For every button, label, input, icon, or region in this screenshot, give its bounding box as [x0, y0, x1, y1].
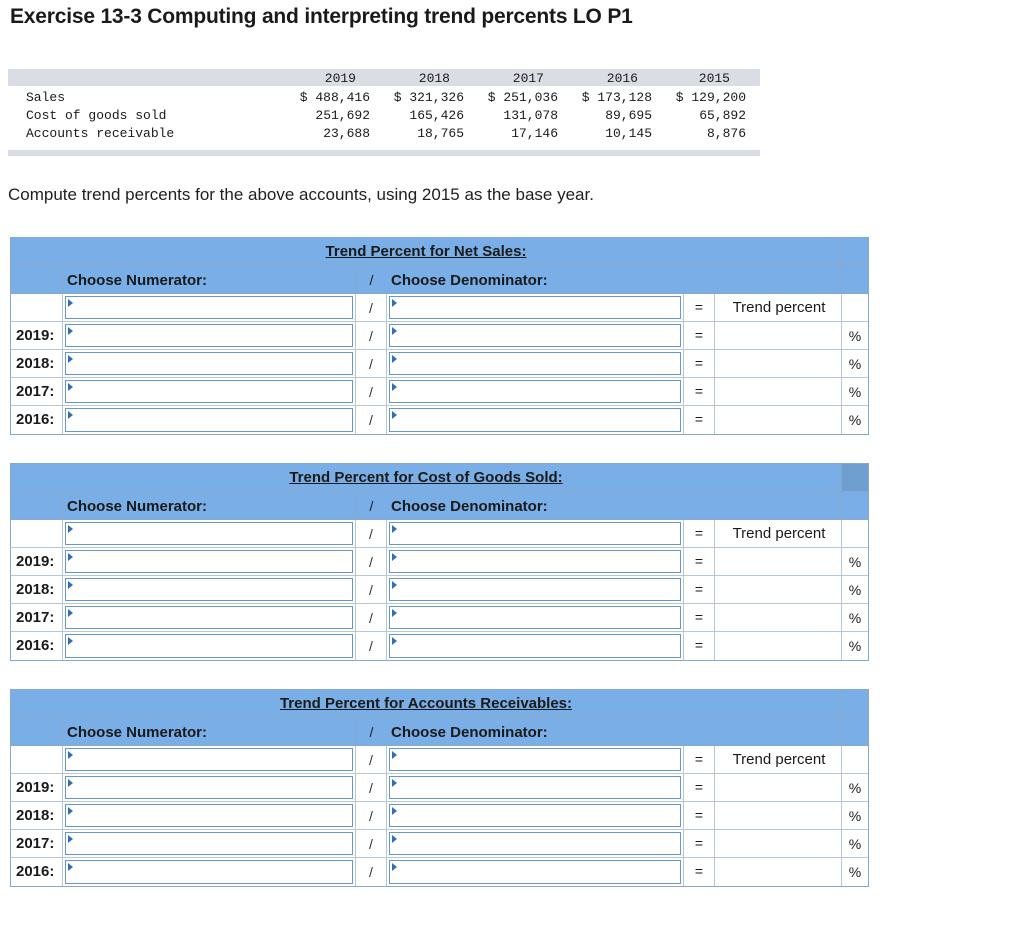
- numerator-input[interactable]: [65, 634, 353, 658]
- year-row: [11, 576, 868, 604]
- title-end-cell: [841, 464, 868, 491]
- numerator-input[interactable]: [65, 522, 353, 545]
- label-row: [11, 520, 868, 548]
- divide-sign: /: [355, 548, 387, 575]
- cell-marker-icon: [392, 609, 397, 617]
- divide-sign: /: [355, 746, 387, 773]
- divide-sign: /: [355, 576, 387, 603]
- equals-sign: =: [683, 520, 715, 547]
- worksheet-section-2: [10, 463, 869, 661]
- year-row: [11, 802, 868, 830]
- equals-sign: =: [683, 830, 715, 857]
- equals-sign: =: [683, 746, 715, 773]
- equals-sign: =: [683, 350, 715, 377]
- section-title: Trend Percent for Accounts Receivables:: [279, 695, 573, 712]
- year-header-2018: 2018: [418, 71, 450, 86]
- divide-sign: /: [355, 830, 387, 857]
- divide-sign: /: [355, 802, 387, 829]
- sales-2019: $ 488,416: [299, 90, 370, 105]
- data-table: [8, 69, 760, 157]
- year-row: [11, 604, 868, 632]
- year-header-2015: 2015: [698, 71, 730, 86]
- section-title-row: [11, 690, 868, 718]
- row-label-sales: Sales: [26, 90, 66, 105]
- numerator-input[interactable]: [65, 776, 353, 799]
- numerator-input[interactable]: [65, 804, 353, 827]
- cell-marker-icon: [68, 835, 73, 843]
- denominator-input[interactable]: [389, 296, 681, 319]
- cogs-2017: 131,078: [503, 108, 558, 123]
- trend-percent-result[interactable]: [715, 774, 843, 801]
- cell-marker-icon: [68, 609, 73, 617]
- worksheet-section-3: [10, 689, 869, 887]
- percent-cell-empty: [841, 746, 868, 773]
- denominator-header: Choose Denominator:: [391, 724, 548, 741]
- ar-2015: 8,876: [706, 126, 746, 141]
- denominator-header: Choose Denominator:: [391, 272, 548, 289]
- numerator-header: Choose Numerator:: [67, 498, 208, 515]
- equals-sign: =: [683, 604, 715, 631]
- year-label: 2019:: [11, 548, 63, 575]
- denominator-input[interactable]: [389, 832, 681, 855]
- divide-sign: /: [355, 406, 387, 434]
- trend-percent-result[interactable]: [715, 322, 843, 349]
- equals-sign: =: [683, 378, 715, 405]
- year-row: [11, 322, 868, 350]
- slash-header: /: [355, 718, 387, 745]
- section-title-row: [11, 238, 868, 266]
- year-header-cell: [11, 492, 63, 519]
- section-title: Trend Percent for Net Sales:: [325, 243, 527, 260]
- trend-percent-result[interactable]: [715, 378, 843, 405]
- divide-sign: /: [355, 378, 387, 405]
- cell-marker-icon: [68, 553, 73, 561]
- year-header-cell: [11, 266, 63, 293]
- denominator-input[interactable]: [389, 634, 681, 658]
- cell-marker-icon: [68, 525, 73, 533]
- divide-sign: /: [355, 858, 387, 886]
- slash-header: /: [355, 266, 387, 293]
- section-title: Trend Percent for Cost of Goods Sold:: [289, 469, 563, 486]
- year-header-cell: [11, 718, 63, 745]
- ar-2018: 18,765: [417, 126, 464, 141]
- denominator-input[interactable]: [389, 408, 681, 432]
- data-table-footer-bar: [8, 150, 760, 156]
- header-end-cell: [841, 718, 868, 745]
- cell-marker-icon: [68, 327, 73, 335]
- equals-sign: =: [683, 294, 715, 321]
- cell-marker-icon: [68, 411, 73, 419]
- numerator-input[interactable]: [65, 296, 353, 319]
- numerator-header: Choose Numerator:: [67, 724, 208, 741]
- divide-sign: /: [355, 520, 387, 547]
- denominator-input[interactable]: [389, 606, 681, 629]
- denominator-input[interactable]: [389, 550, 681, 573]
- year-label: [11, 294, 63, 321]
- numerator-input[interactable]: [65, 606, 353, 629]
- cogs-2018: 165,426: [409, 108, 464, 123]
- cell-marker-icon: [392, 863, 397, 871]
- sales-2015: $ 129,200: [675, 90, 746, 105]
- cell-marker-icon: [68, 779, 73, 787]
- denominator-input[interactable]: [389, 522, 681, 545]
- trend-percent-result[interactable]: [715, 406, 843, 434]
- cell-marker-icon: [68, 355, 73, 363]
- equals-sign: =: [683, 802, 715, 829]
- year-label: [11, 520, 63, 547]
- numerator-input[interactable]: [65, 550, 353, 573]
- section-title-row: [11, 464, 868, 492]
- sales-2017: $ 251,036: [487, 90, 558, 105]
- cell-marker-icon: [392, 807, 397, 815]
- percent-sign: %: [841, 632, 868, 660]
- divide-sign: /: [355, 604, 387, 631]
- ar-2017: 17,146: [511, 126, 558, 141]
- column-header-row: [11, 718, 868, 746]
- year-row: [11, 548, 868, 576]
- denominator-input[interactable]: [389, 352, 681, 375]
- percent-sign: %: [841, 406, 868, 434]
- cell-marker-icon: [392, 779, 397, 787]
- divide-sign: /: [355, 322, 387, 349]
- cell-marker-icon: [68, 807, 73, 815]
- trend-percent-label: Trend percent: [732, 525, 826, 542]
- numerator-input[interactable]: [65, 832, 353, 855]
- trend-percent-result[interactable]: [715, 350, 843, 377]
- ar-2019: 23,688: [323, 126, 370, 141]
- year-label: 2019:: [11, 322, 63, 349]
- title-end-cell: [841, 690, 868, 717]
- divide-sign: /: [355, 632, 387, 660]
- year-header-2017: 2017: [512, 71, 544, 86]
- cell-marker-icon: [392, 553, 397, 561]
- numerator-input[interactable]: [65, 380, 353, 403]
- denominator-input[interactable]: [389, 748, 681, 771]
- sales-2016: $ 173,128: [581, 90, 652, 105]
- divide-sign: /: [355, 774, 387, 801]
- denominator-input[interactable]: [389, 860, 681, 884]
- trend-percent-label: Trend percent: [732, 751, 826, 768]
- denominator-input[interactable]: [389, 578, 681, 601]
- denominator-input[interactable]: [389, 776, 681, 799]
- year-label: 2017:: [11, 604, 63, 631]
- percent-sign: %: [841, 802, 868, 829]
- year-label: 2016:: [11, 632, 63, 660]
- equals-sign: =: [683, 632, 715, 660]
- trend-percent-label: Trend percent: [732, 299, 826, 316]
- percent-sign: %: [841, 576, 868, 603]
- percent-sign: %: [841, 322, 868, 349]
- label-row: [11, 746, 868, 774]
- cell-marker-icon: [68, 863, 73, 871]
- cell-marker-icon: [392, 383, 397, 391]
- cogs-2015: 65,892: [699, 108, 746, 123]
- column-header-row: [11, 266, 868, 294]
- cell-marker-icon: [392, 751, 397, 759]
- equals-sign: =: [683, 774, 715, 801]
- year-label: 2018:: [11, 802, 63, 829]
- percent-sign: %: [841, 378, 868, 405]
- percent-sign: %: [841, 830, 868, 857]
- numerator-input[interactable]: [65, 408, 353, 432]
- denominator-input[interactable]: [389, 804, 681, 827]
- cell-marker-icon: [392, 411, 397, 419]
- trend-percent-result[interactable]: [715, 576, 843, 603]
- year-label: 2017:: [11, 830, 63, 857]
- instruction-text: Compute trend percents for the above accounts, using 2015 as the base year.: [8, 185, 594, 204]
- numerator-input[interactable]: [65, 860, 353, 884]
- page-title: Exercise 13-3 Computing and interpreting trend percents LO P1: [10, 5, 633, 28]
- numerator-input[interactable]: [65, 352, 353, 375]
- denominator-header: Choose Denominator:: [391, 498, 548, 515]
- cell-marker-icon: [68, 637, 73, 645]
- cell-marker-icon: [392, 581, 397, 589]
- trend-percent-result[interactable]: [715, 632, 843, 660]
- year-row: [11, 632, 868, 660]
- year-row: [11, 858, 868, 886]
- cell-marker-icon: [392, 327, 397, 335]
- divide-sign: /: [355, 294, 387, 321]
- title-end-cell: [841, 238, 868, 265]
- trend-percent-result[interactable]: [715, 802, 843, 829]
- row-label-cogs: Cost of goods sold: [26, 108, 167, 123]
- equals-sign: =: [683, 548, 715, 575]
- slash-header: /: [355, 492, 387, 519]
- denominator-input[interactable]: [389, 380, 681, 403]
- year-row: [11, 378, 868, 406]
- year-label: 2017:: [11, 378, 63, 405]
- cell-marker-icon: [392, 299, 397, 307]
- cogs-2019: 251,692: [315, 108, 370, 123]
- sales-2018: $ 321,326: [393, 90, 464, 105]
- percent-sign: %: [841, 774, 868, 801]
- trend-percent-result[interactable]: [715, 548, 843, 575]
- year-row: [11, 830, 868, 858]
- equals-sign: =: [683, 322, 715, 349]
- cell-marker-icon: [68, 383, 73, 391]
- numerator-input[interactable]: [65, 578, 353, 601]
- cell-marker-icon: [68, 581, 73, 589]
- percent-sign: %: [841, 548, 868, 575]
- year-label: 2018:: [11, 576, 63, 603]
- year-row: [11, 350, 868, 378]
- worksheet-section-1: [10, 237, 869, 435]
- year-header-2019: 2019: [324, 71, 356, 86]
- percent-sign: %: [841, 858, 868, 886]
- cell-marker-icon: [68, 751, 73, 759]
- column-header-row: [11, 492, 868, 520]
- year-label: 2019:: [11, 774, 63, 801]
- equals-sign: =: [683, 858, 715, 886]
- trend-percent-result[interactable]: [715, 858, 843, 886]
- percent-sign: %: [841, 604, 868, 631]
- year-row: [11, 774, 868, 802]
- equals-sign: =: [683, 406, 715, 434]
- cell-marker-icon: [68, 299, 73, 307]
- percent-sign: %: [841, 350, 868, 377]
- trend-percent-result[interactable]: [715, 830, 843, 857]
- numerator-input[interactable]: [65, 324, 353, 347]
- year-row: [11, 406, 868, 434]
- cell-marker-icon: [392, 525, 397, 533]
- cell-marker-icon: [392, 355, 397, 363]
- header-end-cell: [841, 266, 868, 293]
- label-row: [11, 294, 868, 322]
- row-label-ar: Accounts receivable: [26, 126, 175, 141]
- ar-2016: 10,145: [605, 126, 652, 141]
- numerator-input[interactable]: [65, 748, 353, 771]
- year-label: 2016:: [11, 406, 63, 434]
- divide-sign: /: [355, 350, 387, 377]
- header-end-cell: [841, 492, 868, 519]
- cell-marker-icon: [392, 835, 397, 843]
- year-label: 2018:: [11, 350, 63, 377]
- year-label: 2016:: [11, 858, 63, 886]
- equals-sign: =: [683, 576, 715, 603]
- trend-percent-result[interactable]: [715, 604, 843, 631]
- percent-cell-empty: [841, 294, 868, 321]
- numerator-header: Choose Numerator:: [67, 272, 208, 289]
- cell-marker-icon: [392, 637, 397, 645]
- year-label: [11, 746, 63, 773]
- year-header-2016: 2016: [606, 71, 638, 86]
- percent-cell-empty: [841, 520, 868, 547]
- denominator-input[interactable]: [389, 324, 681, 347]
- cogs-2016: 89,695: [605, 108, 652, 123]
